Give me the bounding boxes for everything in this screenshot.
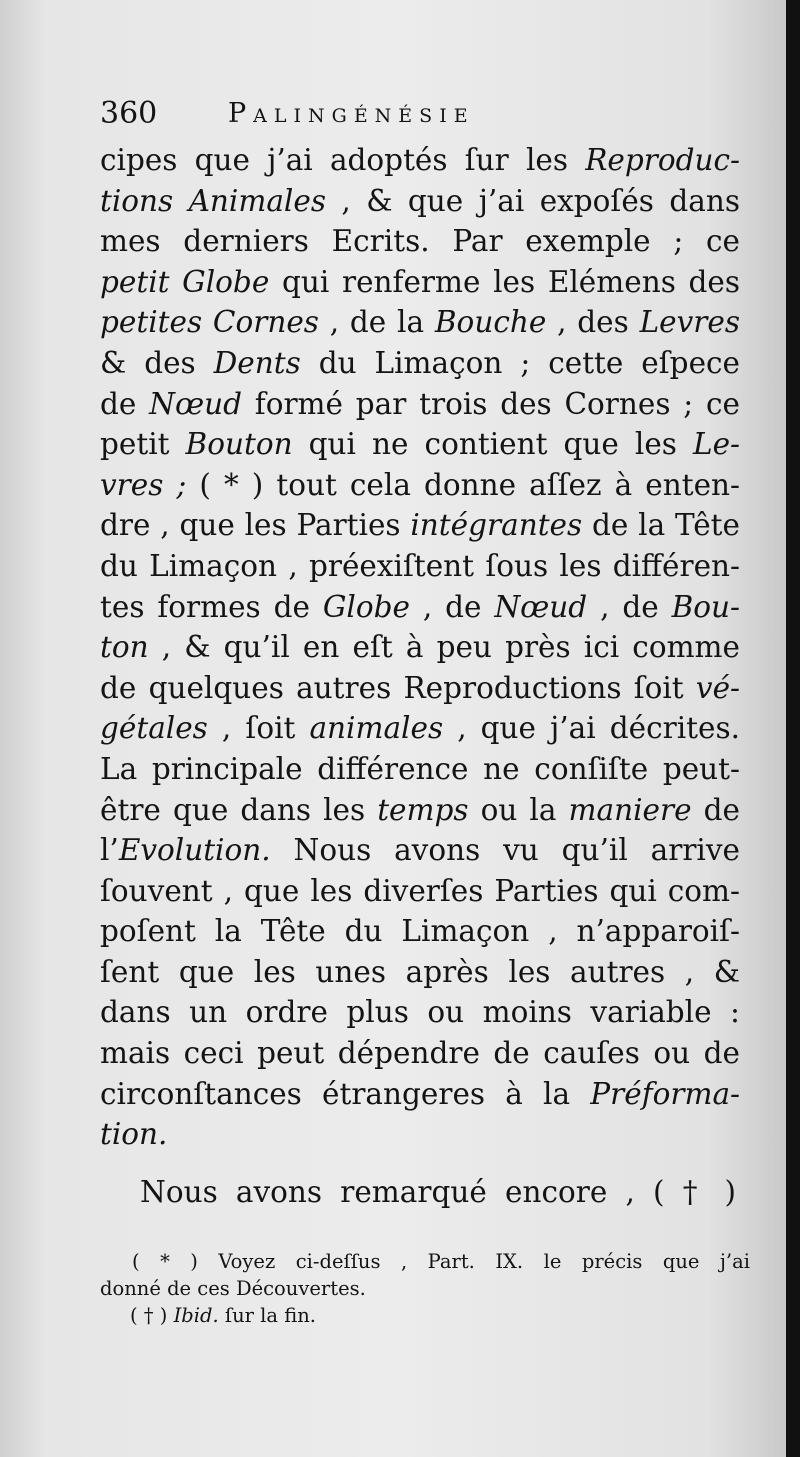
italic-text: Bouton — [185, 427, 293, 462]
text-line — [100, 1033, 740, 1074]
italic-text: Levres — [639, 305, 740, 340]
text-line — [100, 181, 740, 222]
text-line — [100, 384, 740, 425]
footnote-2 — [100, 1302, 750, 1329]
text-line — [100, 627, 740, 668]
text-run: être que dans les — [100, 792, 378, 827]
text-run: & des — [100, 345, 214, 380]
italic-text: Evolution. — [118, 833, 271, 868]
text-line — [100, 343, 740, 384]
text-run: , des — [546, 305, 640, 340]
footnote-2-rest: ſur la fin. — [218, 1304, 316, 1327]
page-edge-shadow — [786, 0, 800, 1457]
text-run: , que j’ai décrites. — [443, 711, 740, 746]
text-run: , ſoit — [207, 711, 310, 746]
italic-text: Nœud — [149, 386, 242, 421]
text-line — [100, 668, 740, 709]
text-line — [100, 952, 740, 993]
text-run: de la Tête — [582, 508, 740, 543]
text-run: ( * ) tout cela donne aſſez à enten- — [186, 467, 740, 502]
text-line — [100, 708, 740, 749]
text-line — [100, 911, 740, 952]
text-line — [100, 221, 740, 262]
text-line — [100, 871, 740, 912]
text-run: petit — [100, 427, 186, 462]
text-run: ou la — [468, 792, 569, 827]
text-line — [100, 749, 740, 790]
footnote-1-line-2: donné de ces Découvertes. — [100, 1277, 366, 1300]
italic-text: maniere — [568, 792, 692, 827]
text-line — [100, 424, 740, 465]
second-paragraph-start: Nous avons remarqué encore , ( † ) — [140, 1175, 736, 1209]
text-run: , & qu’il en eſt à peu près ici comme — [148, 630, 740, 665]
text-run: poſent la Tête du Limaçon , n’apparoiſ- — [100, 914, 740, 949]
text-line — [100, 465, 740, 506]
text-run: qui renferme les Elémens des — [269, 264, 740, 299]
text-run: , de — [409, 589, 495, 624]
text-line — [100, 992, 740, 1033]
text-run: , & que j’ai expoſés dans — [325, 183, 740, 218]
main-paragraph — [100, 140, 740, 1155]
italic-text: vres ; — [100, 467, 187, 502]
text-run: ſouvent , que les diverſes Parties qui com- — [100, 873, 740, 908]
footnote-1-line-1: ( * ) Voyez ci-deſſus , Part. IX. le précis que j’ai — [132, 1250, 750, 1273]
text-line — [100, 262, 740, 303]
text-run: dre , que les Parties — [100, 508, 411, 543]
italic-text: Reproduc- — [585, 143, 740, 177]
footnote-2-mark: ( † ) — [130, 1304, 174, 1327]
text-run: mes derniers Ecrits. Par exemple ; ce — [100, 224, 740, 259]
italic-text: gétales — [100, 711, 208, 746]
italic-text: Bouche — [434, 305, 547, 340]
text-run: ſent que les unes après les autres , & — [100, 954, 740, 989]
text-line — [100, 790, 740, 831]
text-run: dans un ordre plus ou moins variable : — [100, 995, 740, 1030]
text-line — [100, 302, 740, 343]
text-line — [100, 1114, 740, 1155]
italic-text: Globe — [322, 589, 410, 624]
italic-text: petit Globe — [100, 264, 270, 299]
italic-text: Dents — [213, 345, 301, 380]
text-run: de quelques autres Reproductions ſoit — [100, 670, 696, 705]
italic-text: Préforma- — [590, 1076, 740, 1111]
italic-text: petites Cornes — [100, 305, 319, 340]
text-run: La principale différence ne conſiſte peut- — [100, 751, 740, 786]
italic-text: tion. — [100, 1117, 168, 1152]
italic-text: Nœud — [494, 589, 588, 624]
footnotes — [100, 1248, 750, 1329]
text-run: Nous avons vu qu’il arrive — [270, 833, 740, 868]
text-run: du Limaçon , préexiſtent ſous les différen- — [100, 548, 740, 583]
text-line — [100, 1074, 740, 1115]
text-run: cipes que j’ai adoptés ſur les — [100, 143, 586, 177]
text-line — [100, 140, 740, 181]
italic-text: tions Animales — [100, 183, 326, 218]
text-line — [100, 830, 740, 871]
footnote-2-ref: Ibid. — [173, 1304, 219, 1327]
text-run: circonſtances étrangeres à la — [100, 1076, 591, 1111]
text-run: tes formes de — [100, 589, 323, 624]
italic-text: Le- — [692, 427, 740, 462]
text-run: de — [100, 386, 150, 421]
page-number: 360 — [100, 96, 158, 131]
text-line — [100, 546, 740, 587]
text-run: , de la — [318, 305, 435, 340]
text-line — [100, 587, 740, 628]
text-run: , de — [587, 589, 672, 624]
text-run: formé par trois des Cornes ; ce — [242, 386, 740, 421]
text-run: mais ceci peut dépendre de cauſes ou de — [100, 1036, 740, 1071]
text-run: qui ne contient que les — [292, 427, 693, 462]
text-line — [100, 505, 740, 546]
italic-text: Bou- — [671, 589, 740, 624]
italic-text: intégrantes — [410, 508, 583, 543]
italic-text: vé- — [695, 670, 740, 705]
italic-text: ton — [100, 630, 149, 665]
italic-text: temps — [377, 792, 469, 827]
text-run: de — [691, 792, 740, 827]
text-run: du Limaçon ; cette eſpece — [300, 345, 740, 380]
running-head — [100, 92, 740, 136]
italic-text: animales — [309, 711, 444, 746]
text-run: l’ — [100, 833, 119, 868]
running-title: Palingénésie — [228, 98, 475, 129]
